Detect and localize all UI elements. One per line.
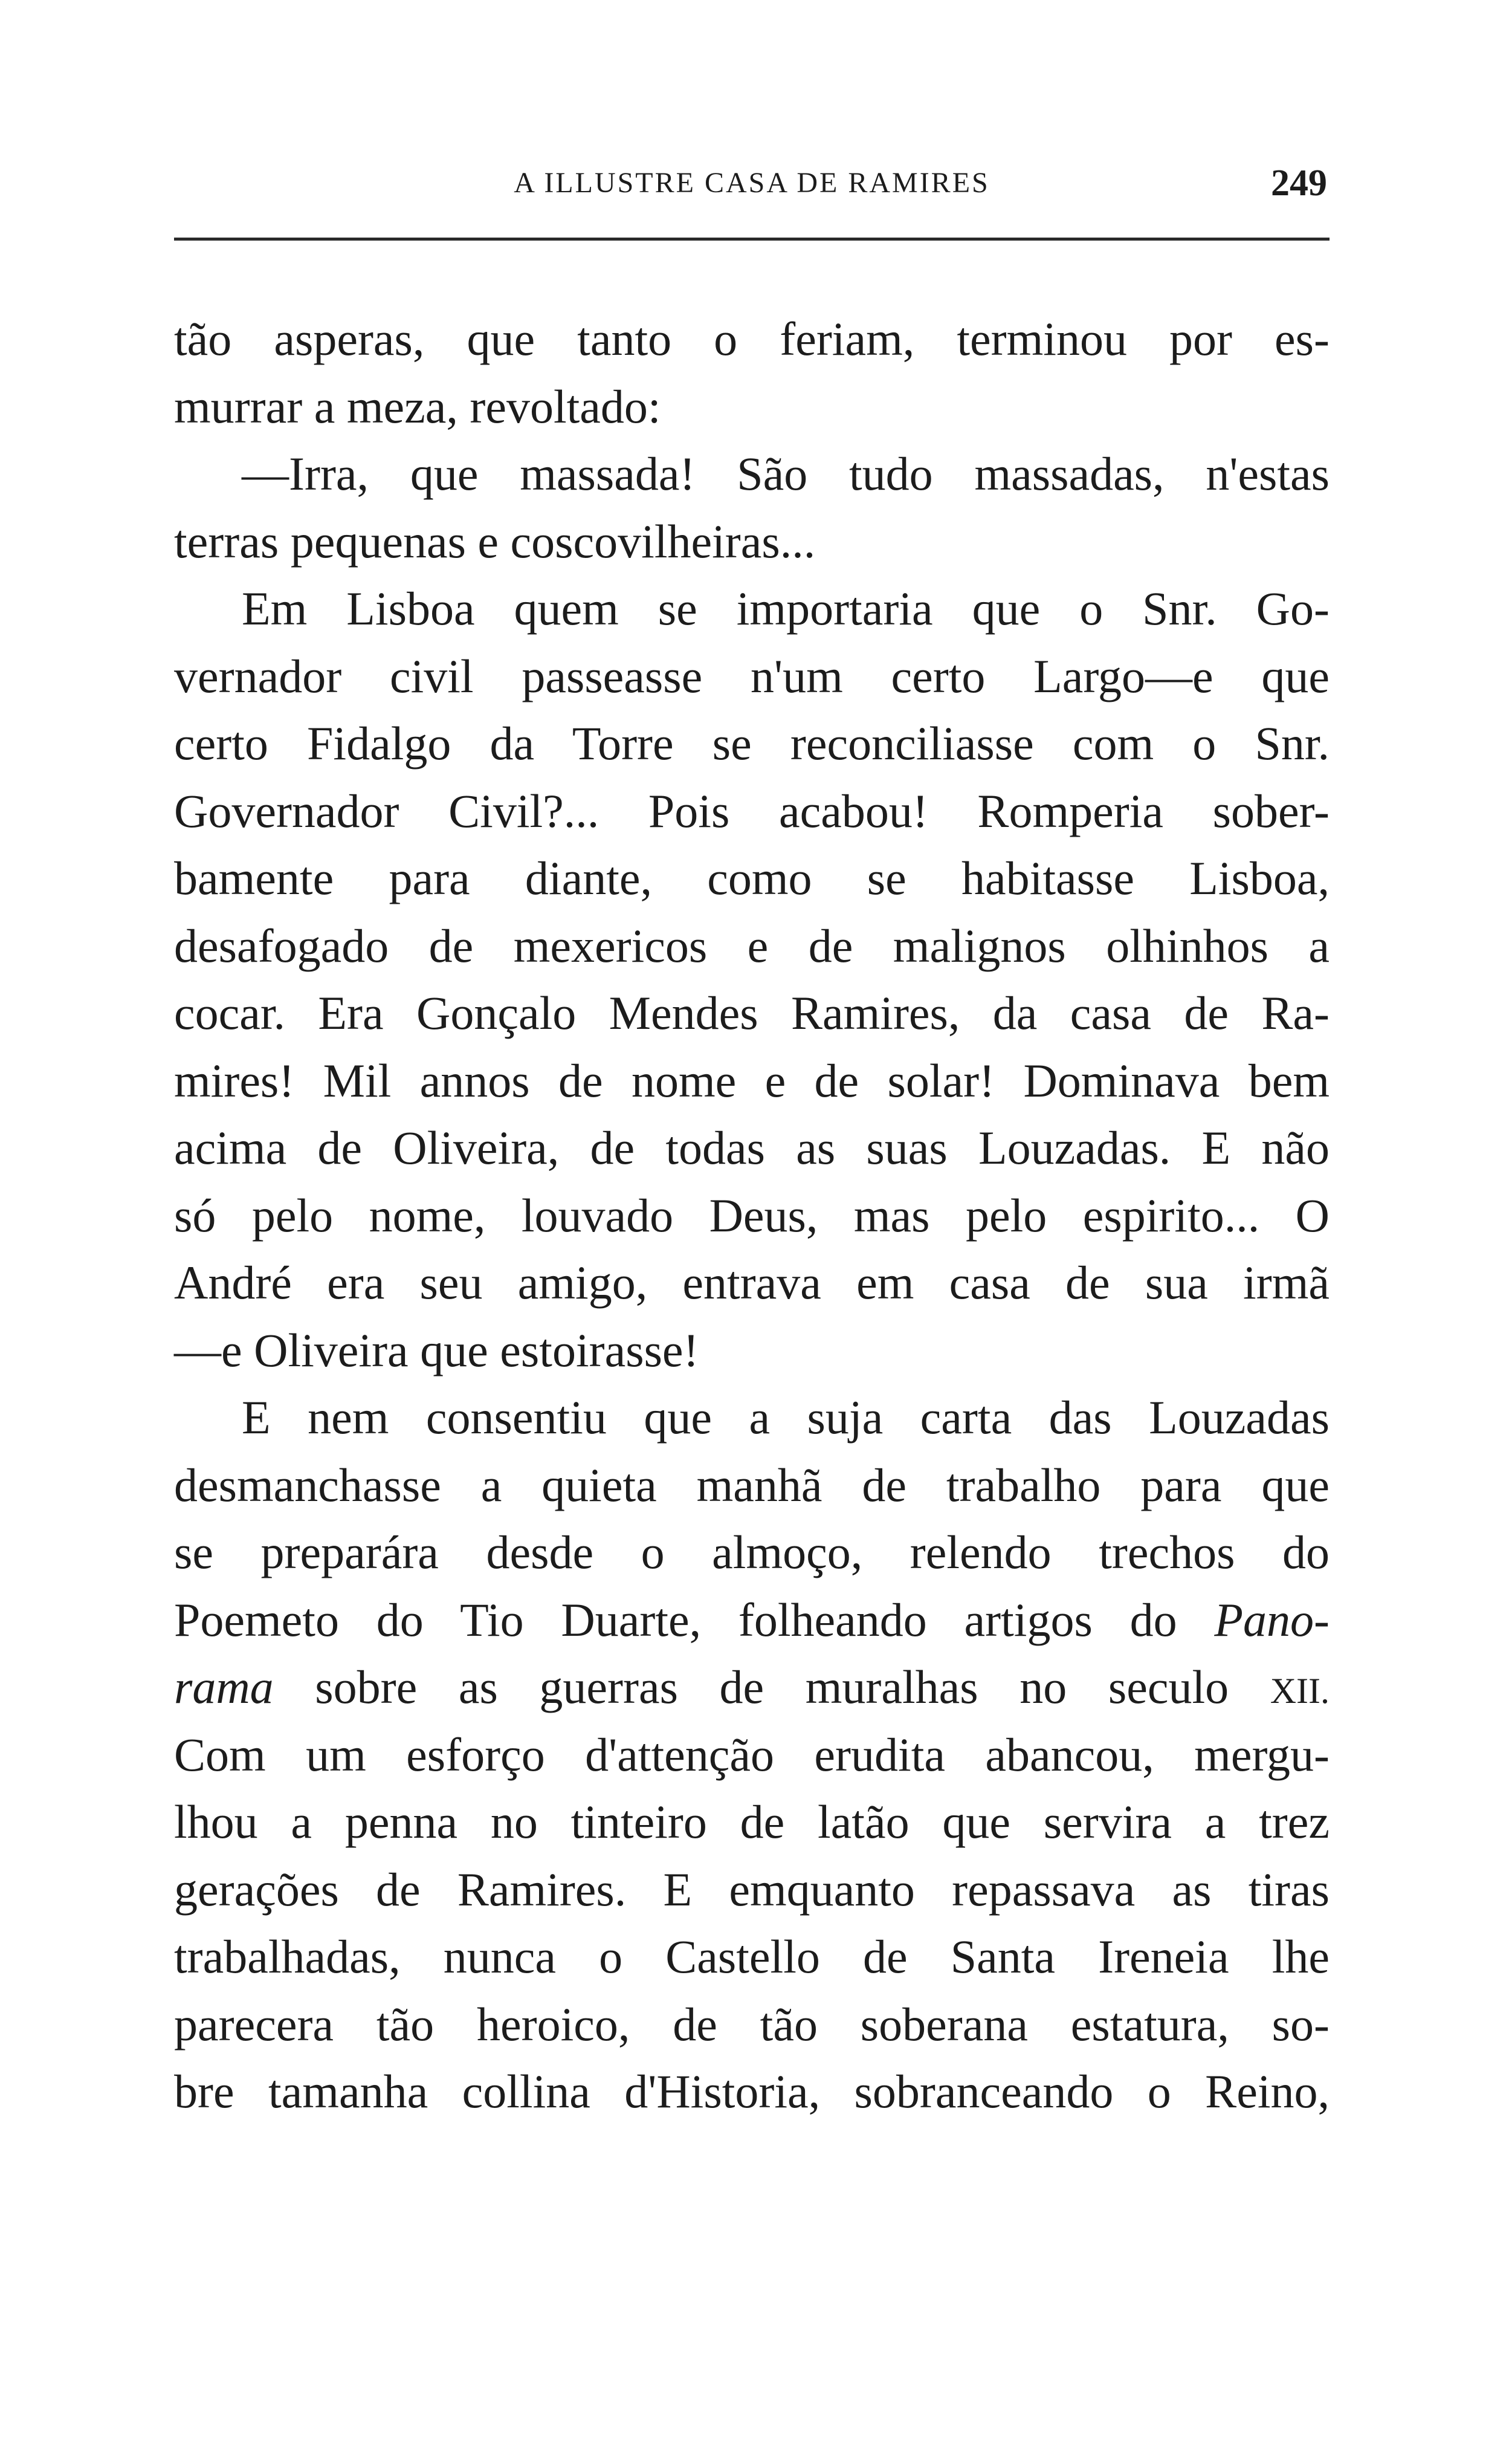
text-line-19: se preparára desde o almoço, relendo trechos do — [174, 1526, 1330, 1578]
panorama-italic-part1: Pano- — [1214, 1593, 1330, 1646]
header-rule — [174, 238, 1330, 241]
text-line-21-roman: sobre as guerras de muralhas no seculo — [315, 1661, 1229, 1713]
text-line-1: tão asperas, que tanto o feriam, terminou por es- — [174, 313, 1330, 365]
text-line-25: trabalhadas, nunca o Castello de Santa Ireneia lhe — [174, 1930, 1330, 1983]
text-line-10: desafogado de mexericos e de malignos olhinhos a — [174, 919, 1330, 972]
text-line-7: certo Fidalgo da Torre se reconciliasse com o Snr. — [174, 717, 1330, 770]
text-line-16: —e Oliveira que estoirasse! — [174, 1323, 699, 1376]
text-line-22: Com um esforço d'attenção erudita abancou, mergu- — [174, 1728, 1330, 1781]
text-line-27: bre tamanha collina d'Historia, sobranceando o Reino, — [174, 2065, 1330, 2118]
text-line-23: lhou a penna no tinteiro de latão que servira a trez — [174, 1795, 1330, 1848]
text-line-13: acima de Oliveira, de todas as suas Louzadas. E não — [174, 1121, 1330, 1174]
text-line-3: —Irra, que massada! São tudo massadas, n'estas — [242, 447, 1330, 500]
text-line-20-roman: Poemeto do Tio Duarte, folheando artigos do — [174, 1593, 1177, 1646]
text-line-5: Em Lisboa quem se importaria que o Snr. Go- — [242, 582, 1330, 635]
text-line-21 — [174, 1653, 1330, 1721]
roman-numeral: XII. — [1270, 1671, 1330, 1711]
text-line-15: André era seu amigo, entrava em casa de sua irmã — [174, 1256, 1330, 1309]
text-body — [174, 305, 1330, 2125]
text-line-2: murrar a meza, revoltado: — [174, 380, 661, 433]
text-line-6: vernador civil passeasse n'um certo Largo—e que — [174, 649, 1330, 702]
text-line-4: terras pequenas e coscovilheiras... — [174, 514, 816, 568]
text-line-14: só pelo nome, louvado Deus, mas pelo espirito... O — [174, 1188, 1330, 1242]
text-line-24: gerações de Ramires. E emquanto repassava as tiras — [174, 1863, 1330, 1916]
page-number: 249 — [1271, 163, 1327, 204]
text-line-9: bamente para diante, como se habitasse Lisboa, — [174, 852, 1330, 904]
panorama-italic-part2: rama — [174, 1661, 274, 1713]
text-line-26: parecera tão heroico, de tão soberana estatura, so- — [174, 1997, 1330, 2051]
text-line-17: E nem consentiu que a suja carta das Louzadas — [242, 1391, 1330, 1444]
text-line-18: desmanchasse a quieta manhã de trabalho para que — [174, 1458, 1330, 1511]
running-title: A ILLUSTRE CASA DE RAMIRES — [514, 167, 990, 199]
text-line-8: Governador Civil?... Pois acabou! Romperia sober- — [174, 784, 1330, 837]
text-line-11: cocar. Era Gonçalo Mendes Ramires, da casa de Ra- — [174, 987, 1330, 1039]
text-line-20 — [174, 1586, 1330, 1654]
running-head — [174, 156, 1330, 210]
text-line-12: mires! Mil annos de nome e de solar! Dominava bem — [174, 1054, 1330, 1107]
